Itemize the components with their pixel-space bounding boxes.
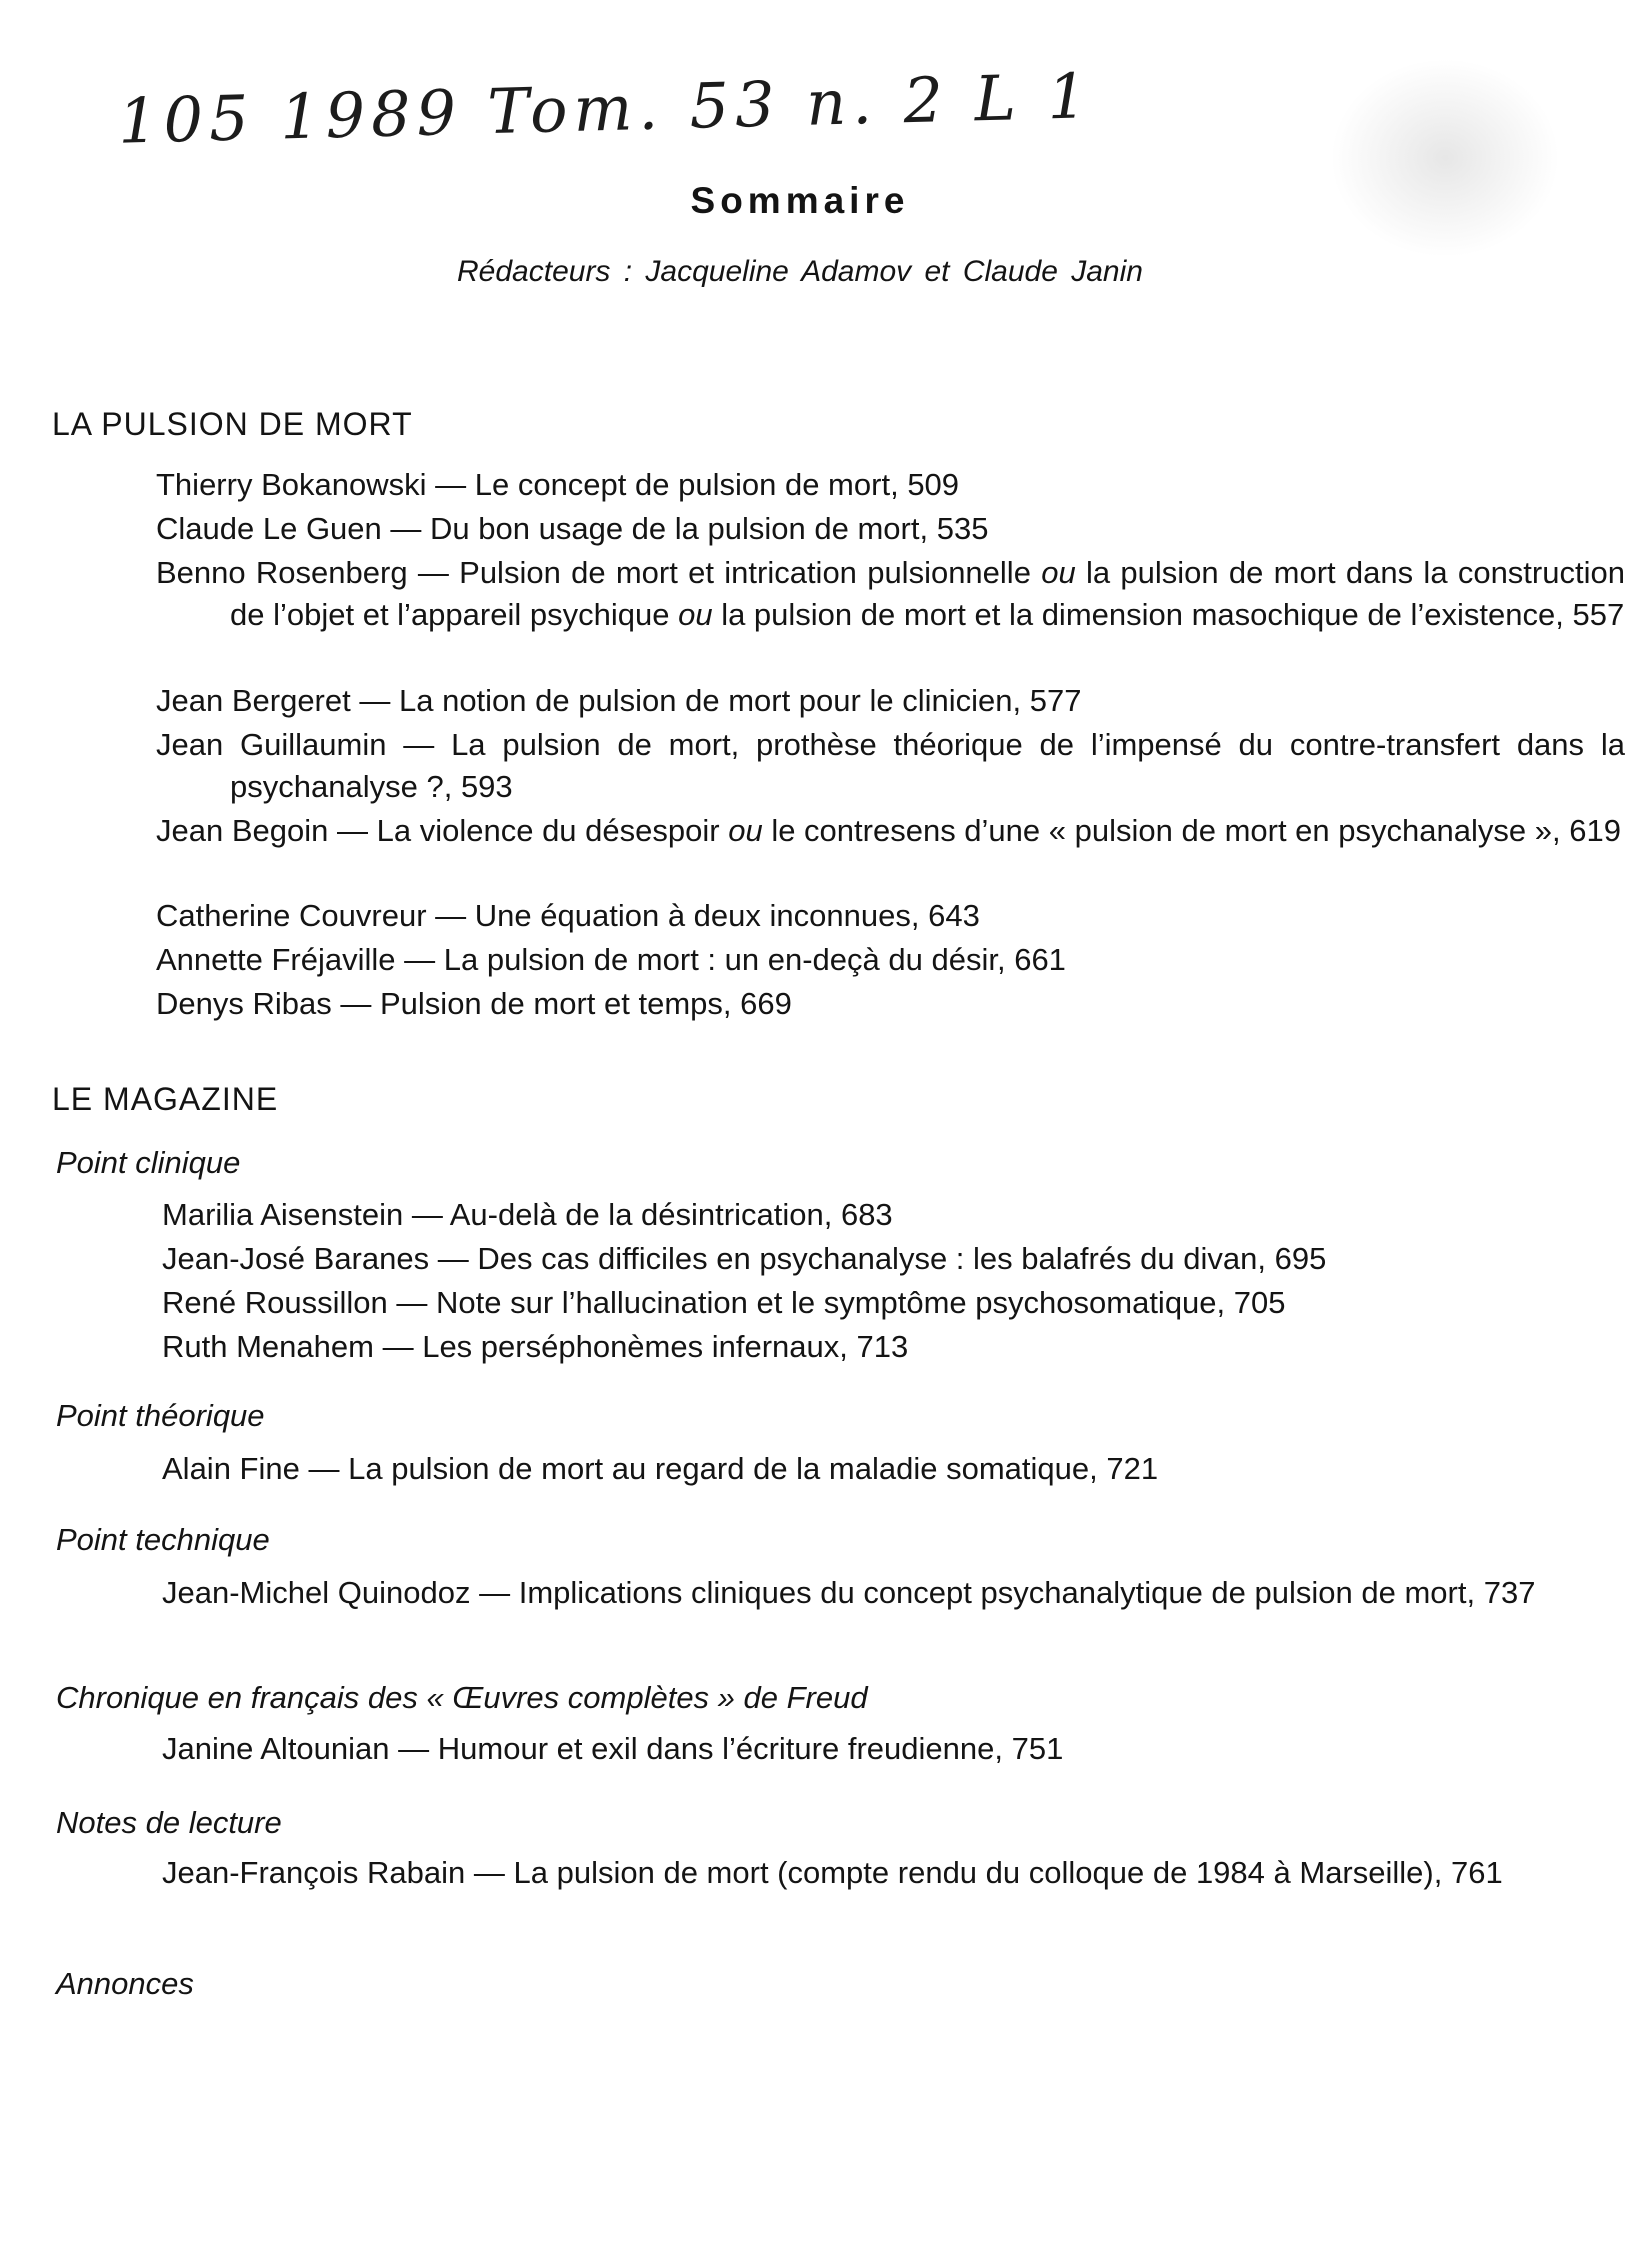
entry-title: Du bon usage de la pulsion de mort <box>430 511 920 546</box>
toc-entry: Marilia Aisenstein — Au-delà de la désintrication, 683 <box>162 1197 893 1232</box>
entry-author: Janine Altounian <box>162 1731 390 1766</box>
section-heading-pulsion-de-mort: LA PULSION DE MORT <box>52 406 413 442</box>
toc-entry: Annette Fréjaville — La pulsion de mort : un en-deçà du désir, 661 <box>156 942 1066 977</box>
entry-author: Ruth Menahem <box>162 1329 374 1364</box>
entry-page: 535 <box>936 511 989 546</box>
entry-title: Pulsion de mort et temps <box>380 986 723 1021</box>
toc-entry: Alain Fine — La pulsion de mort au regard de la maladie somatique, 721 <box>162 1451 1159 1486</box>
entry-page: 737 <box>1483 1575 1536 1610</box>
entry-title: Note sur l’hallucination et le symptôme psychosomatique <box>435 1285 1217 1320</box>
subsection-heading: Point clinique <box>56 1145 241 1180</box>
entry-author: Jean-François Rabain <box>162 1855 466 1890</box>
entry-author: Alain Fine <box>162 1451 300 1486</box>
entry-title: La notion de pulsion de mort pour le clinicien <box>398 683 1013 718</box>
entry-title: Au-delà de la désintrication <box>449 1197 824 1232</box>
entry-title: Humour et exil dans l’écriture freudienne <box>437 1731 995 1766</box>
entry-page: 721 <box>1106 1451 1159 1486</box>
entry-author: Jean-José Baranes <box>162 1241 430 1276</box>
entry-author: Annette Fréjaville <box>156 942 396 977</box>
entry-author: Jean Begoin <box>156 813 329 848</box>
entry-author: Benno Rosenberg <box>156 555 408 590</box>
entry-author: Catherine Couvreur <box>156 898 427 933</box>
toc-entry: Jean Guillaumin — La pulsion de mort, prothèse théorique de l’impensé du contre-transfert dans la psychanalyse ?, 593 <box>156 727 1625 804</box>
subsection-heading: Notes de lecture <box>56 1805 282 1840</box>
entry-title: Pulsion de mort et intrication pulsionnelle <box>459 555 1031 590</box>
section-heading-magazine: LE MAGAZINE <box>52 1081 279 1117</box>
entry-page: 593 <box>460 769 513 804</box>
entry-page: 751 <box>1011 1731 1064 1766</box>
toc-entry: Jean Bergeret — La notion de pulsion de mort pour le clinicien, 577 <box>156 683 1082 718</box>
subsection-heading: Chronique en français des « Œuvres complètes » de Freud <box>56 1680 868 1715</box>
toc-entry: Claude Le Guen — Du bon usage de la pulsion de mort, 535 <box>156 511 989 546</box>
entry-page: 713 <box>856 1329 909 1364</box>
entry-author: Jean Bergeret <box>156 683 351 718</box>
entry-title: Les perséphonèmes infernaux <box>422 1329 840 1364</box>
entry-author: Jean Guillaumin <box>156 727 387 762</box>
subsection-heading: Point théorique <box>56 1398 265 1433</box>
entry-title: Une équation à deux inconnues <box>474 898 911 933</box>
entry-page: 557 <box>1572 597 1625 632</box>
entry-author: Marilia Aisenstein <box>162 1197 404 1232</box>
entry-page: 619 <box>1569 813 1621 848</box>
entry-author: Claude Le Guen <box>156 511 382 546</box>
page-title: Sommaire <box>690 180 910 221</box>
entry-title: La pulsion de mort au regard de la maladie somatique <box>348 1451 1090 1486</box>
paper-stain <box>1330 58 1560 258</box>
subsection-heading: Point technique <box>56 1522 270 1557</box>
entry-title: La pulsion de mort : un en-deçà du désir <box>443 942 997 977</box>
entry-page: 705 <box>1233 1285 1286 1320</box>
handwritten-catalog-note: 105 1989 Tom. 53 n. 2 L 1 <box>117 59 1094 158</box>
entry-title: La pulsion de mort, prothèse théorique de l’impensé du contre-transfert dans la psychanalyse ? <box>230 727 1625 804</box>
subsection-heading: Annonces <box>56 1966 194 2001</box>
entry-author: Denys Ribas <box>156 986 332 1021</box>
entry-page: 509 <box>907 467 960 502</box>
entry-title: Implications cliniques du concept psychanalytique de pulsion de mort <box>518 1575 1467 1610</box>
entry-page: 695 <box>1274 1241 1327 1276</box>
entry-page: 643 <box>928 898 980 933</box>
toc-entry: Thierry Bokanowski — Le concept de pulsion de mort, 509 <box>156 467 960 502</box>
toc-entry: Ruth Menahem — Les perséphonèmes infernaux, 713 <box>162 1329 909 1364</box>
entry-title: La pulsion de mort (compte rendu du colloque de 1984 à Marseille) <box>513 1855 1434 1890</box>
entry-page: 577 <box>1029 683 1082 718</box>
entry-page: 669 <box>740 986 792 1021</box>
entry-title: Le concept de pulsion de mort <box>474 467 891 502</box>
entry-title: Des cas difficiles en psychanalyse : les balafrés du divan <box>477 1241 1258 1276</box>
toc-entry: Jean-José Baranes — Des cas difficiles en psychanalyse : les balafrés du divan, 695 <box>162 1241 1327 1276</box>
toc-entry: Benno Rosenberg — Pulsion de mort et intrication pulsionnelle ou la pulsion de mort dans la construction de l’objet et l’appareil psychique ou la pulsion de mort et la dimension masochique de l’existence, 557 <box>156 555 1625 632</box>
editors-line: Rédacteurs : Jacqueline Adamov et Claude Janin <box>457 255 1143 288</box>
entry-page: 661 <box>1014 942 1066 977</box>
toc-entry: Jean-François Rabain — La pulsion de mort (compte rendu du colloque de 1984 à Marseille), 761 <box>162 1855 1503 1890</box>
toc-entry: Jean-Michel Quinodoz — Implications cliniques du concept psychanalytique de pulsion de mort, 737 <box>162 1575 1536 1610</box>
entry-page: 761 <box>1450 1855 1503 1890</box>
toc-entry: Denys Ribas — Pulsion de mort et temps, 669 <box>156 986 792 1021</box>
toc-entry: Catherine Couvreur — Une équation à deux inconnues, 643 <box>156 898 980 933</box>
toc-entry: Jean Begoin — La violence du désespoir ou le contresens d’une « pulsion de mort en psychanalyse », 619 <box>156 813 1621 848</box>
toc-entry: Janine Altounian — Humour et exil dans l’écriture freudienne, 751 <box>162 1731 1064 1766</box>
toc-entry: René Roussillon — Note sur l’hallucination et le symptôme psychosomatique, 705 <box>162 1285 1286 1320</box>
entry-page: 683 <box>840 1197 893 1232</box>
entry-author: René Roussillon <box>162 1285 388 1320</box>
entry-author: Thierry Bokanowski <box>156 467 427 502</box>
entry-title: La violence du désespoir <box>376 813 720 848</box>
entry-author: Jean-Michel Quinodoz <box>162 1575 471 1610</box>
